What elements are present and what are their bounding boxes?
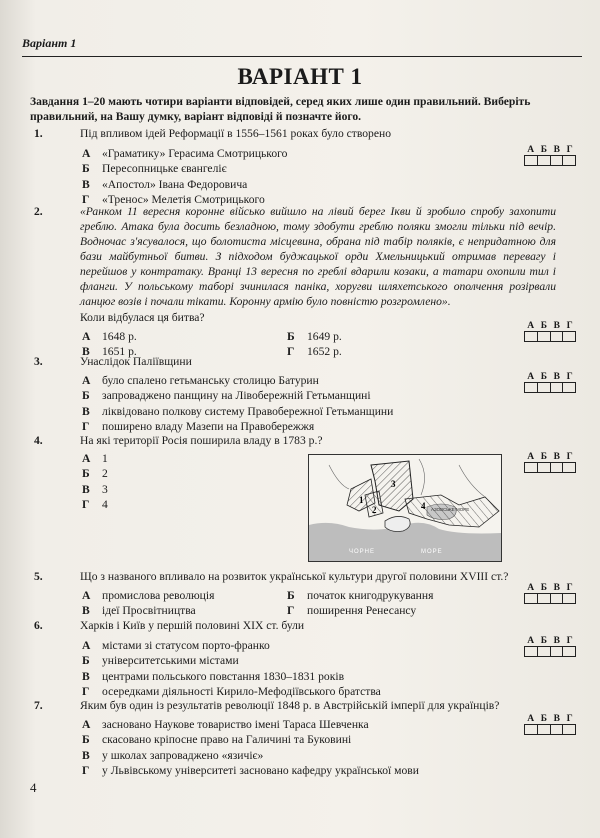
map-drawing	[309, 455, 501, 561]
option-a: А «Граматику» Герасима Смотрицького	[82, 146, 288, 160]
option-c: В 1651 р.	[82, 345, 137, 358]
answer-box[interactable]	[525, 594, 538, 603]
question-number: 3.	[34, 355, 43, 368]
question-text: Під впливом ідей Реформації в 1556–1561 роках було створено	[80, 127, 392, 140]
option-d: Г у Львівському університеті засновано кафедру української мови	[82, 764, 419, 777]
option-d: Г «Тренос» Мелетія Смотрицького	[82, 193, 265, 206]
option-b: Б початок книгодрукування	[287, 588, 434, 602]
answer-box[interactable]	[563, 725, 575, 734]
crimea	[385, 516, 410, 531]
option-a: А 1	[82, 451, 108, 465]
map-sea-label-right: МОРЕ	[421, 549, 443, 555]
question-number: 1.	[34, 127, 43, 140]
option-d: Г поширення Ренесансу	[287, 604, 417, 617]
option-c: В ідеї Просвітництва	[82, 604, 196, 617]
answer-box[interactable]	[538, 463, 551, 472]
answer-grid-5[interactable]: А Б В Г	[524, 583, 578, 604]
question-5	[28, 569, 580, 619]
answer-grid-1[interactable]: А Б В Г	[524, 145, 578, 166]
question-text: На які території Росія поширила владу в 1783 р.?	[80, 434, 323, 447]
answer-box[interactable]	[551, 594, 564, 603]
map-azov-label: АЗОВСЬКЕ МОРЕ	[431, 507, 470, 512]
answer-grid-6[interactable]: А Б В Г	[524, 636, 578, 657]
option-b: Б 1649 р.	[287, 329, 342, 343]
option-a: А містами зі статусом порто-франко	[82, 638, 270, 652]
option-d: Г поширено владу Мазепи на Правобережжя	[82, 420, 315, 433]
answer-grid-3[interactable]: А Б В Г	[524, 372, 578, 393]
answer-box[interactable]	[563, 156, 575, 165]
answer-box[interactable]	[525, 725, 538, 734]
page-number: 4	[30, 780, 37, 795]
answer-box[interactable]	[563, 594, 575, 603]
source-quote: «Ранком 11 вересня коронне військо вийшло на лівий берег Ікви й зробило спробу захопити греблю. Атака була досить безладною, тому здобути греблю поляки змогли тільки під вечір. Водночас з'ясувалося, що болотиста місцевина, обрана під табір поляків, є непридатною для бази майбутньої битви. З підходом буджацької орди Хмельницький отримав перевагу і перейшов у контратаку. Вранці 13 вересня по греблі вдарили козаки, а татари охопили тил і фланги. У польському таборі зчинилася паніка, хоругви шляхетського ополчення розірвали ланцюг возів і почали тікати. Коронну армію було повністю розгромлено».	[80, 205, 556, 308]
variant-title: ВАРІАНТ 1	[237, 64, 363, 89]
answer-box[interactable]	[563, 383, 575, 392]
option-a: А було спалено гетьманську столицю Батурин	[82, 373, 319, 387]
answer-grid-4[interactable]: А Б В Г	[524, 452, 578, 473]
question-text: Яким був один із результатів революції 1848 р. в Австрійській імперії для українців?	[80, 699, 500, 712]
option-a: А засновано Наукове товариство імені Тараса Шевченка	[82, 717, 369, 731]
question-number: 4.	[34, 434, 43, 447]
answer-box[interactable]	[563, 647, 575, 656]
question-text: Харків і Київ у першій половині XIX ст. були	[80, 619, 305, 632]
answer-grid-2[interactable]: А Б В Г	[524, 321, 578, 342]
answer-box[interactable]	[525, 156, 538, 165]
question-number: 7.	[34, 699, 43, 712]
answer-box[interactable]	[538, 594, 551, 603]
instructions: Завдання 1–20 мають чотири варіанти відповідей, серед яких лише один правильний. Виберіть правильний, на Вашу думку, варіант відповіді й позначте його.	[30, 95, 531, 123]
answer-box[interactable]	[551, 647, 564, 656]
question-6	[28, 618, 580, 700]
option-c: В «Апостол» Івана Федоровича	[82, 177, 248, 191]
option-b: Б скасовано кріпосне право на Галичині та Буковині	[82, 733, 352, 746]
map-label-3: 3	[391, 479, 396, 489]
answer-box[interactable]	[551, 156, 564, 165]
question-number: 2.	[34, 205, 43, 218]
answer-box[interactable]	[551, 725, 564, 734]
answer-box[interactable]	[525, 383, 538, 392]
map-label-2: 2	[372, 505, 377, 515]
question-number: 5.	[34, 570, 43, 583]
answer-box[interactable]	[525, 463, 538, 472]
option-b: Б запроваджено панщину на Лівобережній Гетьманщині	[82, 389, 371, 402]
map-label-1: 1	[359, 495, 364, 505]
option-b: Б університетськими містами	[82, 654, 239, 667]
map-sea-label-left: ЧОРНЕ	[349, 549, 376, 555]
option-b: Б 2	[82, 467, 108, 480]
historical-map	[308, 454, 502, 562]
option-d: Г 4	[82, 498, 108, 511]
question-number: 6.	[34, 619, 43, 632]
option-a: А 1648 р.	[82, 329, 137, 343]
option-d: Г 1652 р.	[287, 345, 342, 358]
option-c: В ліквідовано полкову систему Правобережної Гетьманщини	[82, 404, 394, 418]
answer-box[interactable]	[551, 463, 564, 472]
question-7	[28, 698, 580, 779]
answer-box[interactable]	[538, 647, 551, 656]
page-header	[22, 34, 582, 57]
option-c: В 3	[82, 482, 108, 496]
question-text: Унаслідок Паліївщини	[80, 355, 192, 368]
answer-box[interactable]	[538, 383, 551, 392]
question-1	[28, 126, 580, 208]
question-text: Що з названого впливало на розвиток української культури другої половини XVIII ст.?	[80, 570, 509, 583]
answer-box[interactable]	[525, 332, 538, 341]
option-b: Б Пересопницьке євангеліє	[82, 162, 227, 175]
answer-grid-7[interactable]: А Б В Г	[524, 714, 578, 735]
answer-box[interactable]	[538, 725, 551, 734]
option-c: В центрами польського повстання 1830–1831 років	[82, 669, 345, 683]
answer-box[interactable]	[538, 332, 551, 341]
question-2	[28, 204, 580, 360]
answer-box[interactable]	[525, 647, 538, 656]
option-a: А промислова революція	[82, 588, 215, 602]
header-label: Варіант 1	[22, 36, 77, 50]
question-3	[28, 354, 580, 435]
option-c: В у школах запроваджено «язичіє»	[82, 748, 264, 762]
question-text: Коли відбулася ця битва?	[80, 311, 205, 324]
answer-box[interactable]	[563, 332, 575, 341]
answer-box[interactable]	[538, 156, 551, 165]
option-d: Г осередками діяльності Кирило-Мефодіївського братства	[82, 685, 381, 698]
answer-box[interactable]	[551, 332, 564, 341]
answer-box[interactable]	[551, 383, 564, 392]
map-label-4: 4	[421, 501, 426, 511]
answer-box[interactable]	[563, 463, 575, 472]
